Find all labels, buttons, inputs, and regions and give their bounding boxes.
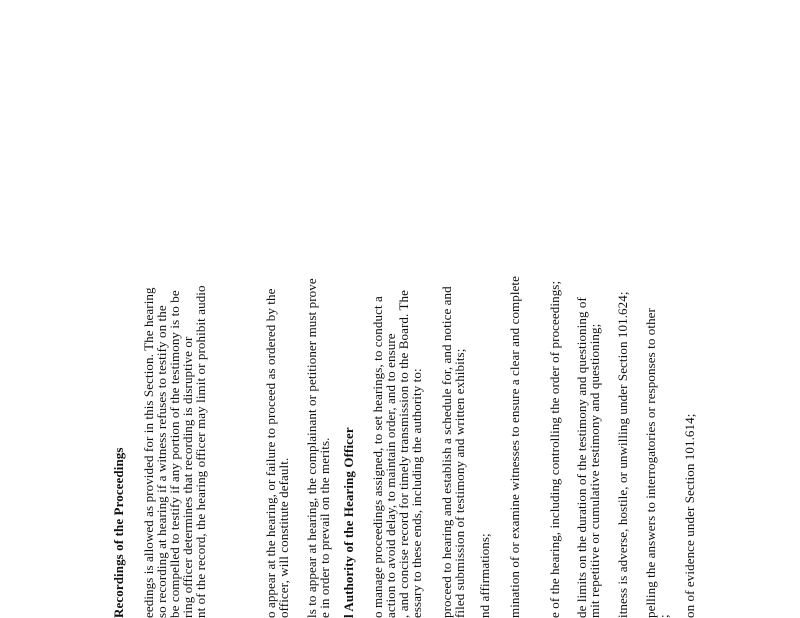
text-line: action to avoid delay, to maintain order, and to ensure [383, 333, 398, 618]
text-line: itness is adverse, hostile, or unwilling under Section 101.624; [615, 291, 630, 618]
text-line: essary to these ends, including the authority to: [409, 368, 424, 618]
text-line: e in order to prevail on the merits. [317, 437, 332, 618]
text-line: , and concise record for timely transmission to the Board. The [396, 290, 411, 618]
text-line: ring officer determines that recording is disruptive or [180, 336, 195, 618]
text-line: o appear at the hearing, or failure to proceed as ordered by the [263, 288, 278, 618]
section-heading-recordings: Recordings of the Proceedings [111, 447, 126, 618]
text-line: mination of or examine witnesses to ensure a clear and complete [507, 275, 522, 618]
text-line: officer, will constitute default. [276, 457, 291, 618]
text-line: ls to appear at hearing, the complainant or petitioner must prove [304, 278, 319, 618]
section-heading-authority: l Authority of the Hearing Officer [341, 427, 356, 618]
text-line: ; [656, 614, 671, 618]
text-line: o manage proceedings assigned, to set hearings, to conduct a [370, 296, 385, 618]
text-line: mit repetitive or cumulative testimony and questioning; [587, 323, 602, 618]
text-line: pelling the answers to interrogatories or responses to other [643, 308, 658, 618]
text-line: be compelled to testify if any portion of the testimony is to be [167, 290, 182, 618]
text-line: filed submission of testimony and written exhibits; [452, 348, 467, 618]
text-line: nd affirmations; [477, 533, 492, 618]
text-line: eedings is allowed as provided for in this Section. The hearing [141, 287, 156, 618]
text-line: on of evidence under Section 101.614; [682, 413, 697, 618]
text-line: e of the hearing, including controlling the order of proceedings; [547, 280, 562, 618]
text-line: so recording at hearing if a witness refuses to testify on the [154, 305, 169, 618]
text-line: nt of the record, the hearing officer may limit or prohibit audio [193, 285, 208, 618]
text-line: proceed to hearing and establish a schedule for, and notice and [439, 286, 454, 618]
text-line: de limits on the duration of the testimony and questioning of [574, 297, 589, 618]
